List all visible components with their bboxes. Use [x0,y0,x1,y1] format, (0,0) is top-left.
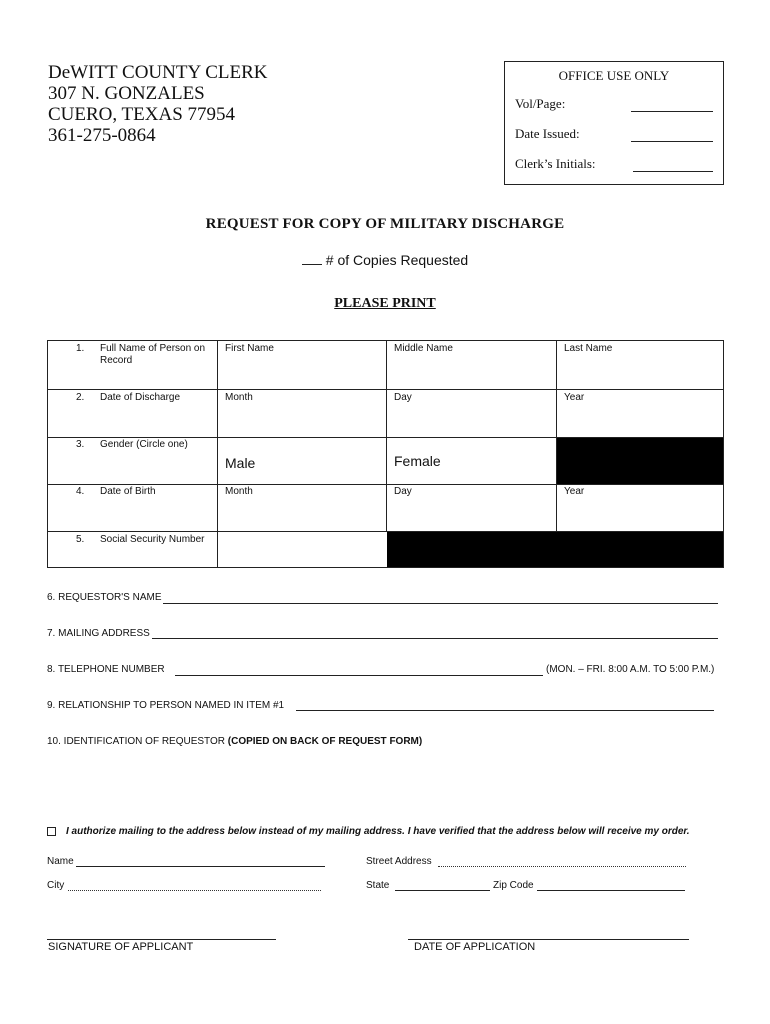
date-issued-row [515,126,713,142]
alt-zip-label: Zip Code [493,880,534,891]
relationship-field[interactable] [296,710,714,711]
alt-street-field[interactable] [438,866,686,867]
middle-name-label: Middle Name [394,343,453,354]
requestor-name-label: 6. REQUESTOR'S NAME [47,592,162,603]
authorization-checkbox[interactable] [47,827,56,836]
form-title: REQUEST FOR COPY OF MILITARY DISCHARGE [205,216,565,232]
col-divider-3 [556,341,557,531]
date-label: DATE OF APPLICATION [414,941,536,953]
row-divider-3 [48,484,723,485]
last-name-label: Last Name [564,343,613,354]
gender-male-option[interactable]: Male [225,455,256,471]
county-clerk-address [48,62,268,146]
mailing-address-row [47,628,150,639]
blacked-out-cell-ssn [387,532,723,567]
row1-number: 1. [76,343,85,354]
row1-label: Full Name of Person on Record [100,343,206,366]
telephone-hours: (MON. – FRI. 8:00 A.M. TO 5:00 P.M.) [546,664,715,675]
identification-row [47,736,422,747]
first-name-label: First Name [225,343,274,354]
alt-city-label: City [47,880,65,891]
relationship-label: 9. RELATIONSHIP TO PERSON NAMED IN ITEM #1 [47,700,285,711]
row3-label: Gender (Circle one) [100,439,188,450]
mailing-address-label: 7. MAILING ADDRESS [47,628,150,639]
blacked-out-cell-gender [557,438,723,484]
record-table [47,340,724,568]
discharge-month-label: Month [225,392,253,403]
address-line-1: DeWITT COUNTY CLERK [48,62,268,83]
alt-name-label: Name [47,856,74,867]
identification-label: 10. IDENTIFICATION OF REQUESTOR [47,736,225,747]
mailing-address-field[interactable] [152,638,718,639]
clerks-initials-field[interactable] [633,159,713,172]
alt-state-label: State [366,880,390,891]
requestor-name-row [47,592,162,603]
address-line-4: 361-275-0864 [48,125,156,146]
address-line-2: 307 N. GONZALES [48,83,205,104]
birth-month-label: Month [225,486,253,497]
vol-page-label: Vol/Page: [515,96,566,111]
row4-number: 4. [76,486,85,497]
office-use-title: OFFICE USE ONLY [558,68,670,83]
signature-line[interactable] [47,939,276,940]
alt-state-field[interactable] [395,890,490,891]
copies-label: # of Copies Requested [325,252,469,268]
alt-city-field[interactable] [68,890,321,891]
row4-label: Date of Birth [100,486,156,497]
col-divider-2 [386,341,387,531]
alt-street-label: Street Address [366,856,432,867]
please-print: PLEASE PRINT [334,296,436,311]
authorization-text: I authorize mailing to the address below instead of my mailing address. I have verified that the address below will receive my order. [66,826,690,837]
row2-label: Date of Discharge [100,392,181,403]
identification-note: (COPIED ON BACK OF REQUEST FORM) [227,736,423,747]
authorization-row [47,826,690,837]
birth-day-label: Day [394,486,412,497]
discharge-day-label: Day [394,392,412,403]
row2-number: 2. [76,392,85,403]
clerks-initials-label: Clerk’s Initials: [515,156,596,171]
telephone-label: 8. TELEPHONE NUMBER [47,664,165,675]
alt-zip-field[interactable] [537,890,685,891]
office-use-box [504,61,724,185]
date-issued-field[interactable] [631,129,713,142]
gender-female-option[interactable]: Female [394,453,441,469]
telephone-field[interactable] [175,675,543,676]
discharge-year-label: Year [564,392,585,403]
requestor-name-field[interactable] [163,603,718,604]
row-divider-1 [48,389,723,390]
alt-name-field[interactable] [76,866,325,867]
vol-page-field[interactable] [631,99,713,112]
col-divider-1 [217,341,218,568]
date-issued-label: Date Issued: [515,126,580,141]
clerks-initials-row [515,156,713,172]
copies-requested [0,252,770,268]
row5-label: Social Security Number [100,534,205,545]
address-line-3: CUERO, TEXAS 77954 [48,104,236,125]
date-line[interactable] [408,939,689,940]
telephone-row [47,664,165,675]
copies-field[interactable] [302,264,322,265]
birth-year-label: Year [564,486,585,497]
signature-label: SIGNATURE OF APPLICANT [48,941,194,953]
relationship-row [47,700,284,711]
row3-number: 3. [76,439,85,450]
vol-page-row [515,96,713,112]
row5-number: 5. [76,534,85,545]
